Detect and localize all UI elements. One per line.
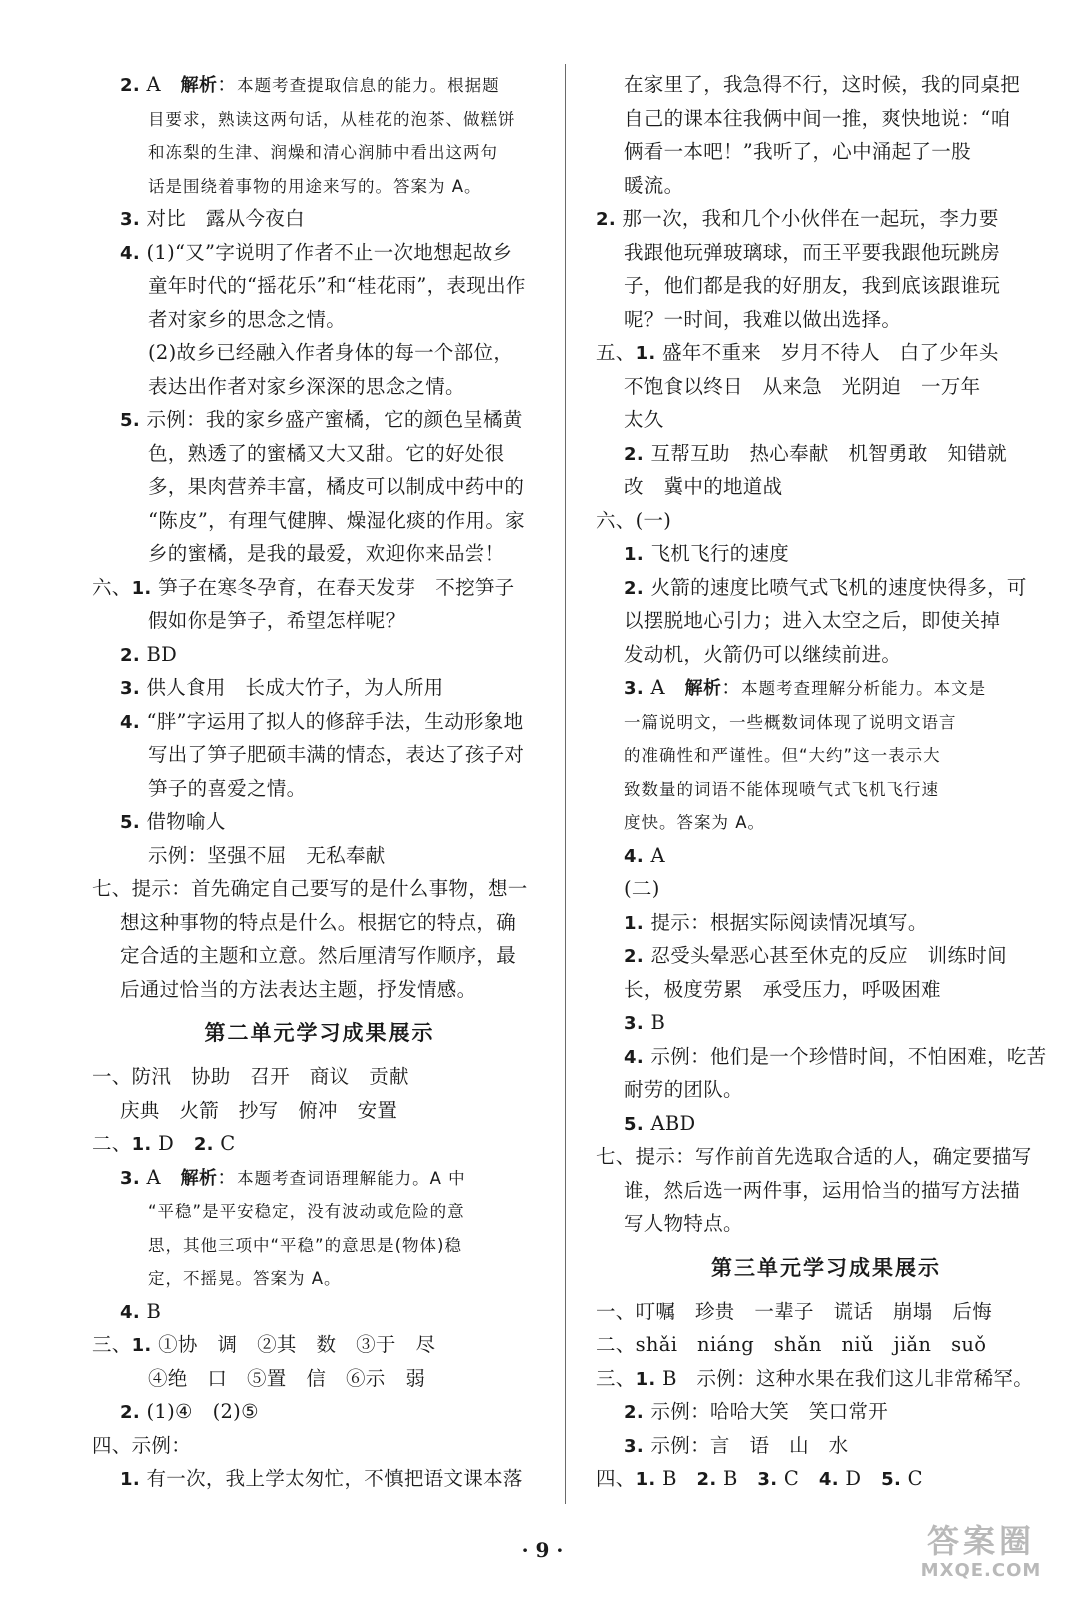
answer-line: 目要求，熟读这两句话，从桂花的泡茶、做糕饼 — [148, 109, 516, 129]
answer-line: 3. A 解析：本题考查理解分析能力。本文是 — [624, 676, 987, 699]
answer-line: 4. “胖”字运用了拟人的修辞手法，生动形象地 — [120, 709, 524, 733]
answer-line: 2. BD — [120, 642, 178, 666]
answer-line: 2. 互帮互助 热心奉献 机智勇敢 知错就 — [624, 441, 1007, 465]
answer-line: 七、提示：首先确定自己要写的是什么事物，想一 — [92, 877, 528, 900]
answer-line: “陈皮”，有理气健脾、燥湿化痰的作用。家 — [148, 508, 525, 532]
answer-line: 四、1. B 2. B 3. C 4. D 5. C — [596, 1467, 923, 1490]
answer-line: 假如你是笋子，希望怎样呢？ — [148, 609, 406, 632]
answer-line: 一、防汛 协助 召开 商议 贡献 — [92, 1065, 409, 1088]
column-divider — [565, 64, 566, 1504]
answer-line: 自己的课本往我俩中间一推，爽快地说：“咱 — [624, 106, 1011, 130]
answer-line: 示例：坚强不屈 无私奉献 — [148, 843, 386, 867]
answer-line: 3. 供人食用 长成大竹子，为人所用 — [120, 676, 444, 699]
answer-line: 4. A — [624, 843, 665, 867]
answer-line: ④绝 口 ⑤置 信 ⑥示 弱 — [148, 1366, 426, 1390]
answer-line: 七、提示：写作前首先选取合适的人，确定要描写 — [596, 1145, 1032, 1168]
answer-line: 改 冀中的地道战 — [624, 475, 783, 498]
answer-line: 写出了笋子肥硕丰满的情态，表达了孩子对 — [148, 743, 525, 766]
answer-line: 以摆脱地心引力；进入太空之后，即使关掉 — [624, 609, 1001, 632]
answer-line: 2. 那一次，我和几个小伙伴在一起玩，李力要 — [596, 207, 999, 230]
answer-line: 4. 示例：他们是一个珍惜时间，不怕困难，吃苦 — [624, 1044, 1047, 1068]
answer-line: 谁，然后选一两件事，运用恰当的描写方法描 — [624, 1178, 1021, 1202]
answer-line: (2)故乡已经融入作者身体的每一个部位， — [148, 341, 514, 364]
answer-line: 在家里了，我急得不行，这时候，我的同桌把 — [624, 73, 1021, 96]
answer-line: 呢？一时间，我难以做出选择。 — [624, 307, 902, 331]
answer-line: 俩看一本吧！”我听了，心中涌起了一股 — [624, 140, 971, 163]
answer-line: 多，果肉营养丰富，橘皮可以制成中药中的 — [148, 475, 525, 498]
answer-line: 四、示例： — [92, 1433, 192, 1457]
answer-line: 不饱食以终日 从来急 光阴迫 一万年 — [624, 374, 981, 398]
right-column — [596, 68, 1056, 1496]
answer-line: 三、1. ①协 调 ②其 数 ③于 尽 — [92, 1333, 436, 1356]
answer-line: 暖流。 — [624, 173, 684, 197]
answer-line: “平稳”是平安稳定，没有波动或危险的意 — [148, 1202, 465, 1221]
answer-line: 的准确性和严谨性。但“大约”这一表示大 — [624, 746, 941, 765]
answer-line: 我跟他玩弹玻璃球，而王平要我跟他玩跳房 — [624, 240, 1001, 264]
watermark-logo — [891, 1522, 1071, 1586]
answer-line: 5. ABD — [624, 1111, 696, 1135]
answer-line: 4. (1)“又”字说明了作者不止一次地想起故乡 — [120, 240, 513, 264]
answer-line: 笋子的喜爱之情。 — [148, 776, 307, 800]
section-heading: 第二单元学习成果展示 — [204, 1021, 435, 1045]
answer-line: 3. 示例：言 语 山 水 — [624, 1433, 849, 1457]
answer-line: 思，其他三项中“平稳”的意思是(物体)稳 — [148, 1235, 462, 1255]
answer-line: 后通过恰当的方法表达主题，抒发情感。 — [120, 977, 477, 1001]
answer-line: 和冻梨的生津、润燥和清心润肺中看出这两句 — [148, 143, 498, 162]
answer-line: 太久 — [624, 408, 664, 431]
watermark-text: 答案圈 — [926, 1522, 1035, 1560]
answer-line: 庆典 火箭 抄写 俯冲 安置 — [120, 1098, 398, 1122]
left-column — [92, 68, 547, 1496]
answer-line: 耐劳的团队。 — [624, 1078, 743, 1101]
answer-line: 1. 有一次，我上学太匆忙，不慎把语文课本落 — [120, 1467, 523, 1490]
answer-line: 长，极度劳累 承受压力，呼吸困难 — [624, 977, 941, 1001]
answer-line: (二) — [624, 877, 660, 900]
answer-line: 2. (1)④ (2)⑤ — [120, 1400, 259, 1423]
answer-line: 5. 借物喻人 — [120, 810, 226, 833]
answer-line: 想这种事物的特点是什么。根据它的特点，确 — [120, 910, 517, 934]
answer-line: 定合适的主题和立意。然后厘清写作顺序，最 — [120, 944, 517, 967]
answer-line: 一篇说明文，一些概数词体现了说明文语言 — [624, 712, 957, 732]
answer-line: 童年时代的“摇花乐”和“桂花雨”，表现出作 — [148, 274, 526, 297]
answer-line: 一、叮嘱 珍贵 一辈子 谎话 崩塌 后悔 — [596, 1299, 993, 1323]
answer-line: 定，不摇晃。答案为 A。 — [148, 1269, 342, 1288]
answer-line: 3. A 解析：本题考查词语理解能力。A 中 — [120, 1165, 466, 1189]
answer-line: 2. A 解析：本题考查提取信息的能力。根据题 — [120, 73, 500, 96]
answer-line: 子，他们都是我的好朋友，我到底该跟谁玩 — [624, 274, 1001, 297]
answer-line: 二、1. D 2. C — [92, 1132, 236, 1155]
answer-line: 2. 火箭的速度比喷气式飞机的速度快得多，可 — [624, 575, 1027, 599]
answer-line: 者对家乡的思念之情。 — [148, 307, 347, 331]
answer-line: 二、shǎi niáng shǎn niǔ jiǎn suǒ — [596, 1333, 987, 1356]
answer-line: 表达出作者对家乡深深的思念之情。 — [148, 374, 465, 398]
answer-line: 2. 示例：哈哈大笑 笑口常开 — [624, 1400, 889, 1423]
section-heading: 第三单元学习成果展示 — [711, 1255, 941, 1280]
answer-line: 六、1. 笋子在寒冬孕育，在春天发芽 不挖笋子 — [92, 575, 515, 599]
page-number: · 9 · — [521, 1538, 564, 1562]
answer-line: 2. 忍受头晕恶心甚至休克的反应 训练时间 — [624, 944, 1007, 967]
answer-line: 3. B — [624, 1011, 666, 1034]
watermark-url: MXQE.COM — [920, 1560, 1042, 1581]
answer-line: 致数量的词语不能体现喷气式飞机飞行速 — [624, 779, 939, 799]
answer-line: 3. 对比 露从今夜白 — [120, 207, 305, 230]
answer-line: 1. 提示：根据实际阅读情况填写。 — [624, 910, 928, 934]
answer-line: 三、1. B 示例：这种水果在我们这儿非常稀罕。 — [596, 1366, 1034, 1390]
answer-line: 1. 飞机飞行的速度 — [624, 542, 790, 565]
answer-line: 发动机，火箭仍可以继续前进。 — [624, 642, 902, 666]
answer-line: 色，熟透了的蜜橘又大又甜。它的好处很 — [148, 441, 505, 465]
answer-line: 话是围绕着事物的用途来写的。答案为 A。 — [148, 176, 482, 196]
answer-line: 乡的蜜橘，是我的最爱，欢迎你来品尝！ — [148, 542, 505, 565]
answer-line: 5. 示例：我的家乡盛产蜜橘，它的颜色呈橘黄 — [120, 408, 523, 431]
answer-line: 4. B — [120, 1299, 162, 1323]
answer-line: 度快。答案为 A。 — [624, 813, 766, 832]
answer-line: 写人物特点。 — [624, 1212, 743, 1235]
answer-line: 五、1. 盛年不重来 岁月不待人 白了少年头 — [596, 341, 999, 364]
answer-line: 六、(一) — [596, 508, 672, 532]
